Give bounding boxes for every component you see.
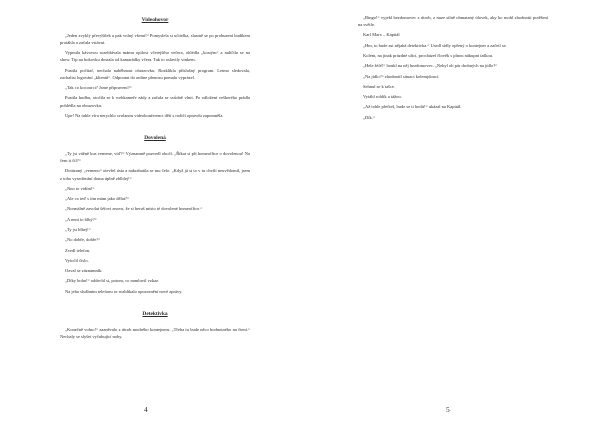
paragraph: „A není to blbý?“: [65, 216, 97, 222]
paragraph: „No dobře, dobře!“: [65, 237, 100, 243]
paragraph: Ozval se záznamník.: [65, 268, 103, 274]
paragraph: Kolem, na jinak prázdné ulici, procházel člověk s plnou nákupní taškou.: [363, 52, 494, 58]
paragraph: „Díky bohu!“ oddechl si, potom, co namluvil vzkaz.: [65, 278, 160, 284]
paragraph: Dotázaný „vemeno“ otevřel ústa a nakrabatila se mu čelo. „Když já si to v tu chvíli neuvědomil, jsem z toho vysedávání doma úplně zblblej!“: [60, 168, 250, 181]
paragraph: „Bingo!“ vyjekl bezdomovec z útrob, z nuze silně ohmataný úlovek, aby ho mohl zhodnotit potěšení na světle.: [358, 15, 548, 28]
paragraph: „Až tohle přečteš, bude se ti hodit!“ ukázal na Kapitál.: [363, 104, 462, 110]
page-number-left: 4: [144, 405, 148, 414]
paragraph: Pustila hudbu, otočila se k webkameře zády a začala se svůdně vlnit. Po odložení veškerého prádla pohlédla na obrazovku.: [60, 95, 250, 108]
paragraph: „Ty jsi vážně kus vemene, víď?“ Významně pozvedl obočí. „Říkat si při homeoffice o dovolenou! Na čem ti čil?“: [60, 151, 250, 164]
paragraph: „Normálně zavolat šéfovi znovu, že si beruš místo té dovolené homeoffice.“: [65, 206, 203, 212]
right-page-text: [358, 14, 548, 124]
section-gap: [60, 298, 250, 308]
paragraph: „Ty jsi blbej!“: [65, 226, 91, 232]
section-heading-detektivka: Detektivka: [142, 310, 168, 317]
paragraph: Sehnul se k tašce.: [363, 83, 395, 89]
paragraph: „Nno to vidím!“: [65, 185, 95, 191]
paragraph: „Jeden zvyklý převýšilek a pak volný všemi!“ Pomyslela si učitelka, slastně se po probuzení budíkem protáhla a začala vstávat.: [60, 33, 250, 46]
right-page: [300, 0, 600, 424]
paragraph: „Tak co kocourci? Jsme připraveni?“: [65, 85, 132, 91]
paragraph: Karl Marx – Kapitál: [363, 32, 400, 38]
paragraph: Upe! Na tuhle víru nerychlo svolanou videokonferenci dětí s rodiči opravdu zapomněla.: [65, 112, 224, 118]
paragraph: „Konečně volno!“ zazněvalo z útrob modrého kontejneru. „Třeba tu bude něco hodnotného na čtení.“ Nechaly se slyšet vyčuhující nohy.: [60, 326, 250, 339]
paragraph: Zvedl telefon.: [65, 247, 91, 253]
left-page-text: [60, 14, 250, 343]
paragraph: „Dík.“: [363, 114, 375, 120]
paragraph: Pustila počítač, nechala naběhnout obrazovku. Rozklikla příslušný program. Letmo sledovala, zachalist logování „klientů“. Odpoutat do online přenosu pomalu vyprázel.: [60, 67, 250, 80]
paragraph: „Hele šéfé!“ houkl na něj bezdomovec. „Nebyl oh pár drobných na jídlo?“: [363, 63, 498, 69]
page-number-right: 5: [446, 405, 450, 414]
paragraph: „Ale co teď s tím mám jako dělat?“: [65, 196, 130, 202]
paragraph: „Hm, to bude asi nějaká detektivka.“ Usedl sídly opřený o kontejner a začetl se.: [363, 42, 507, 48]
section-heading-dovolena: Dovolená: [144, 135, 166, 142]
section-gap: [60, 122, 250, 132]
paragraph: Na jeho službním telefonu se rozblikalo upozornění nové zprávy.: [65, 288, 183, 294]
paragraph: Vytáhl rohlík a tážou.: [363, 94, 402, 100]
paragraph: „Na jídlo?“ zhodnotil situaci kolemjdoucí.: [363, 73, 440, 79]
paragraph: Vypnula kávovou rozehřávala mámu opilost včerejšího večera, ohlédla „kostým“ a nalíčila se na show. Tip na bokovku dostala od kamarádky včera. Tak to oslavily vinkem.: [60, 50, 250, 63]
paragraph: Vytočil číslo.: [65, 257, 89, 263]
section-heading-videohovor: Videohovor: [141, 17, 169, 23]
